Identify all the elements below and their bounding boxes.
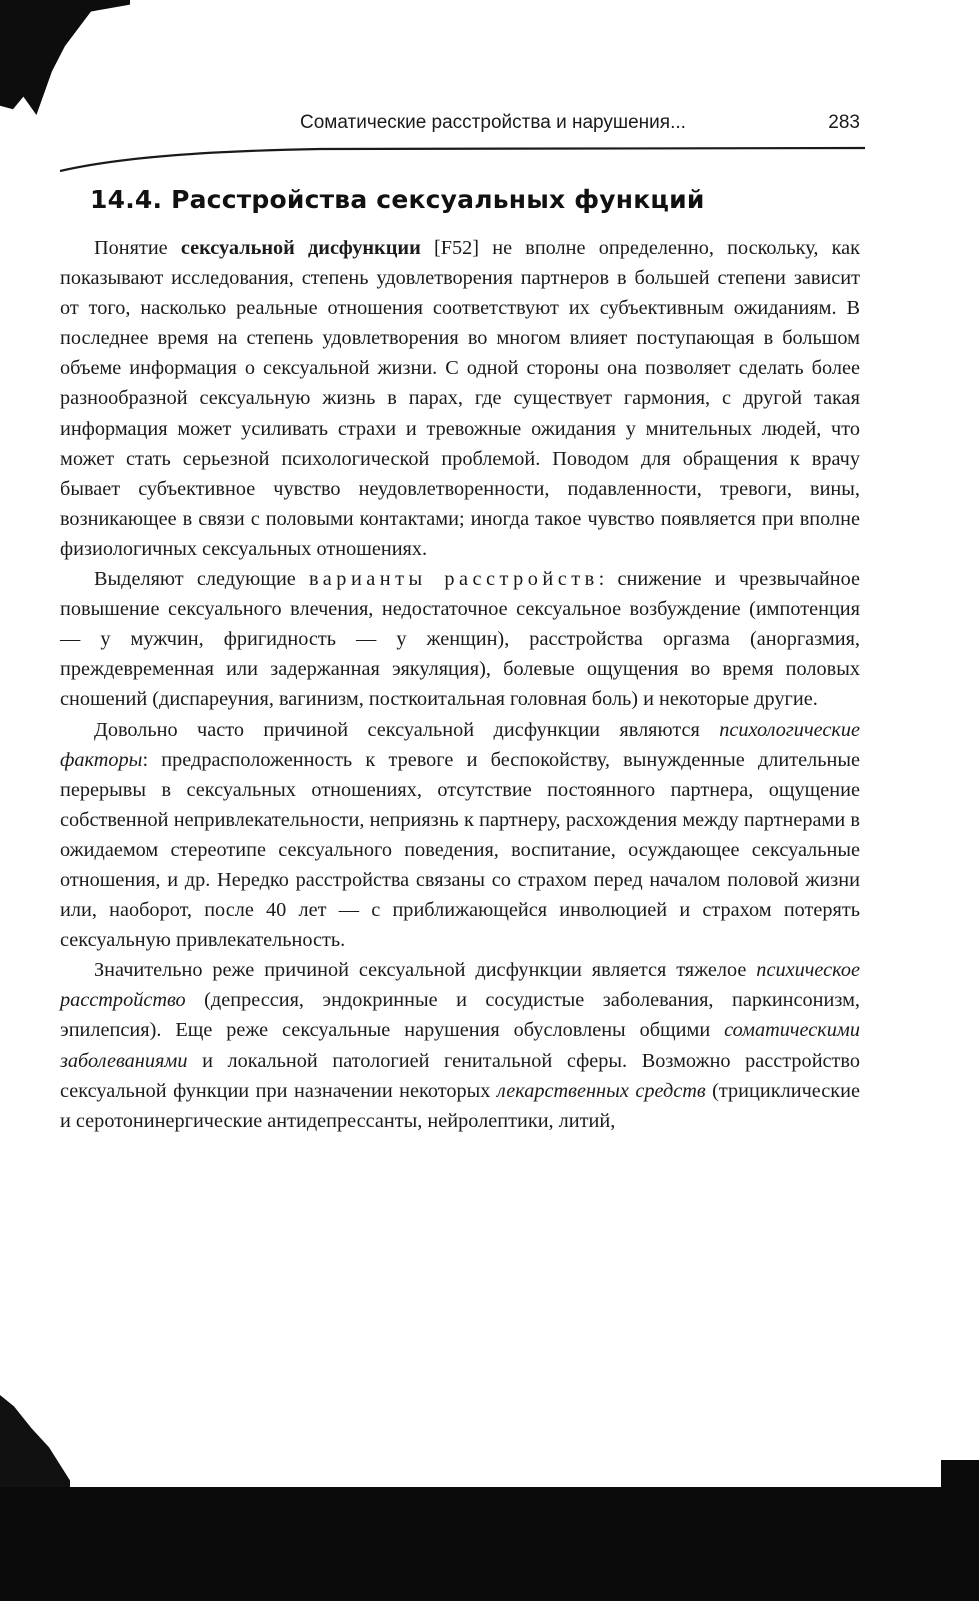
term-spaced: варианты расстройств: [309, 568, 599, 591]
running-head: [300, 112, 860, 134]
scan-shadow-bottom-left: [0, 1395, 70, 1490]
header-rule: [60, 145, 865, 173]
scan-shadow-bottom: [0, 1487, 979, 1601]
term-italic: лекарственных средств: [496, 1079, 706, 1102]
scan-shadow-top-left: [0, 0, 130, 115]
paragraph: Выделяют следующие варианты расстройств: снижение и чрезвычайное повышение сексуального влечения, недостаточное сексуальное возбуждение (импотенция — у мужчин, фригидность — у женщин), расстройства оргазма (аноргазмия, преждевременная или задержанная эякуляция), болевые ощущения во время половых сношений (диспареуния, вагинизм, посткоитальная головная боль) и некоторые другие.: [60, 568, 860, 711]
scan-shadow-right: [941, 1460, 979, 1601]
term-italic: психологические факторы: [60, 718, 860, 771]
page-number: 283: [828, 112, 860, 133]
paragraph: Значительно реже причиной сексуальной дисфункции является тяжелое психическое расстройство (депрессия, эндокринные и сосудистые заболевания, паркинсонизм, эпилепсия). Еще реже сексуальные нарушения обусловлены общими соматическими заболеваниями и локальной патологией генитальной сферы. Возможно расстройство сексуальной функции при назначении некоторых лекарственных средств (трициклические и серотонинергические антидепрессанты, нейролептики, литий,: [60, 959, 860, 1132]
term-italic: психическое расстройство: [60, 959, 860, 1012]
body-text: [60, 233, 860, 1136]
paragraph: Довольно часто причиной сексуальной дисфункции являются психологические факторы: предрасположенность к тревоге и беспокойству, вынужденные длительные перерывы в сексуальных отношениях, отсутствие постоянного партнера, ощущение собственной непривлекательности, неприязнь к партнеру, расхождения между партнерами в ожидаемом стереотипе сексуального поведения, воспитание, осуждающее сексуальные отношения, и др. Нередко расстройства связаны со страхом перед началом половой жизни или, наоборот, после 40 лет — с приближающейся инволюцией и страхом потерять сексуальную привлекательность.: [60, 718, 860, 952]
term-bold: сексуальной дисфункции: [180, 237, 421, 259]
section-title: 14.4. Расстройства сексуальных функций: [90, 185, 705, 214]
paragraph: Понятие сексуальной дисфункции [F52] не вполне определенно, поскольку, как показывают исследования, степень удовлетворения партнеров в большей степени зависит от того, насколько реальные отношения соответствуют их субъективным ожиданиям. В последнее время на степень удовлетворения во многом влияет поступающая в большом объеме информация о сексуальной жизни. С одной стороны она позволяет сделать более разнообразной сексуальную жизнь в парах, где существует гармония, с другой такая информация может усиливать страхи и тревожные ожидания у мнительных людей, что может стать серьезной психологической проблемой. Поводом для обращения к врачу бывает субъективное чувство неудовлетворенности, подавленности, тревоги, вины, возникающее в связи с половыми контактами; иногда такое чувство появляется при вполне физиологичных сексуальных отношениях.: [60, 237, 860, 560]
term-italic: соматическими заболеваниями: [60, 1019, 860, 1072]
running-title: Соматические расстройства и нарушения...: [300, 112, 686, 133]
